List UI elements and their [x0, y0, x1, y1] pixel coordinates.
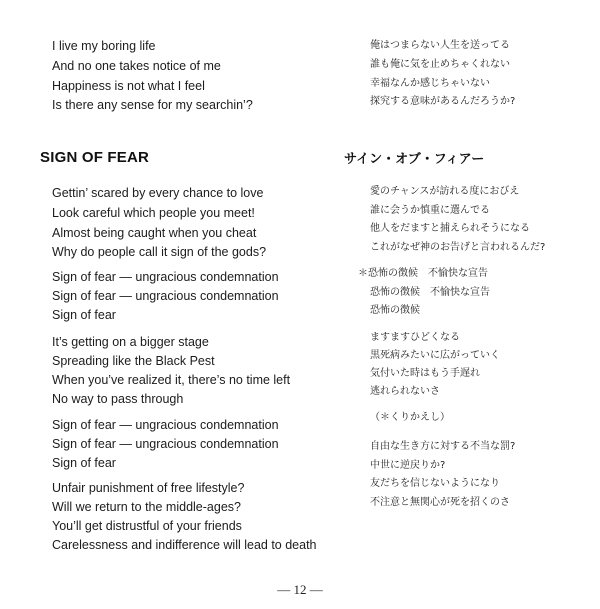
- intro-ja-line-1: 俺はつまらない人生を送ってる: [370, 40, 510, 51]
- lyric-en-line-9: Spreading like the Black Pest: [52, 354, 215, 368]
- intro-en-line-3: Happiness is not what I feel: [52, 79, 205, 93]
- lyric-ja-line-7: 恐怖の徴候: [370, 305, 420, 316]
- lyric-en-line-5: Sign of fear — ungracious condemnation: [52, 270, 279, 284]
- lyric-en-line-17: You’ll get distrustful of your friends: [52, 519, 242, 533]
- lyric-en-line-4: Why do people call it sign of the gods?: [52, 245, 267, 259]
- lyric-ja-line-9: 黒死病みたいに広がっていく: [370, 350, 500, 361]
- lyric-en-line-1: Gettin’ scared by every chance to love: [52, 186, 264, 200]
- lyric-en-line-18: Carelessness and indifference will lead to death: [52, 538, 317, 552]
- song-title-ja: サイン・オブ・フィアー: [344, 152, 485, 167]
- intro-ja-line-4: 探究する意味があるんだろうか?: [370, 96, 516, 107]
- lyric-ja-line-15: 不注意と無関心が死を招くのさ: [370, 497, 510, 508]
- lyric-en-line-3: Almost being caught when you cheat: [52, 226, 257, 240]
- lyric-ja-line-14: 友だちを信じないようになり: [370, 478, 500, 489]
- lyric-en-line-11: No way to pass through: [52, 392, 184, 406]
- lyric-ja-line-1: 愛のチャンスが訪れる度におびえ: [370, 186, 520, 197]
- lyric-ja-repeat-note: （＊くりかえし）: [370, 412, 450, 423]
- intro-en-line-1: I live my boring life: [52, 39, 156, 53]
- lyric-en-line-13: Sign of fear — ungracious condemnation: [52, 437, 279, 451]
- lyric-ja-line-4: これがなぜ神のお告げと言われるんだ?: [370, 242, 546, 253]
- intro-ja-line-2: 誰も俺に気を止めちゃくれない: [370, 59, 510, 70]
- lyric-ja-line-3: 他人をだますと捕えられそうになる: [370, 223, 530, 234]
- lyric-ja-line-8: ますますひどくなる: [370, 332, 460, 343]
- intro-en-line-4: Is there any sense for my searchin’?: [52, 98, 253, 112]
- lyric-en-line-15: Unfair punishment of free lifestyle?: [52, 481, 245, 495]
- lyric-ja-line-2: 誰に会うか慎重に選んでる: [370, 205, 490, 216]
- lyric-ja-line-13: 中世に逆戻りか?: [370, 460, 446, 471]
- lyric-en-line-2: Look careful which people you meet!: [52, 206, 255, 220]
- lyric-en-line-14: Sign of fear: [52, 456, 116, 470]
- intro-ja-line-3: 幸福なんか感じちゃいない: [370, 78, 490, 89]
- lyric-ja-line-11: 逃れられないさ: [370, 386, 440, 397]
- lyric-ja-line-6: 恐怖の徴候 不愉快な宣告: [370, 287, 490, 298]
- lyric-en-line-6: Sign of fear — ungracious condemnation: [52, 289, 279, 303]
- lyric-en-line-12: Sign of fear — ungracious condemnation: [52, 418, 279, 432]
- intro-en-line-2: And no one takes notice of me: [52, 59, 221, 73]
- lyric-ja-line-12: 自由な生き方に対する不当な罰?: [370, 441, 516, 452]
- lyric-en-line-7: Sign of fear: [52, 308, 116, 322]
- page-number: — 12 —: [277, 582, 323, 597]
- song-title-en: SIGN OF FEAR: [40, 149, 150, 166]
- lyric-en-line-8: It’s getting on a bigger stage: [52, 335, 209, 349]
- lyric-en-line-16: Will we return to the middle-ages?: [52, 500, 241, 514]
- lyric-ja-line-5: ＊恐怖の徴候 不愉快な宣告: [358, 268, 488, 279]
- lyric-en-line-10: When you’ve realized it, there’s no time left: [52, 373, 291, 387]
- lyric-ja-line-10: 気付いた時はもう手遅れ: [370, 368, 480, 379]
